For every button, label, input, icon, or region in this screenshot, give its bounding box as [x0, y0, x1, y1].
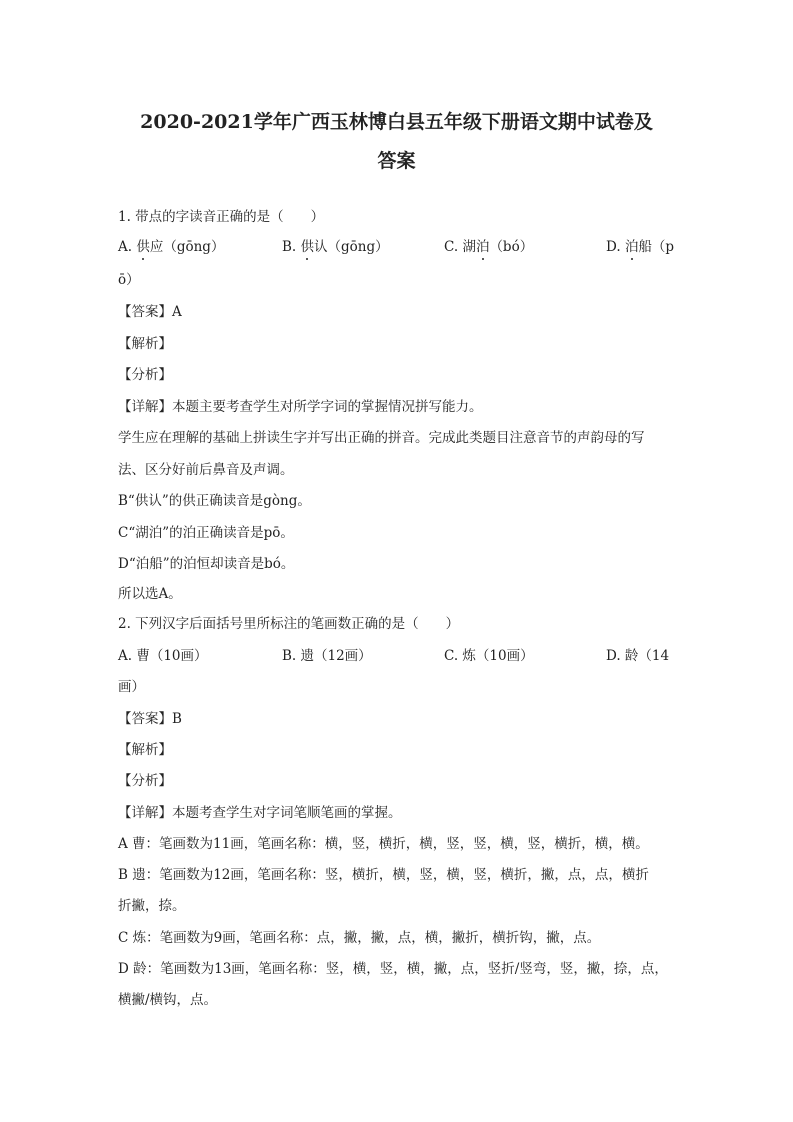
q2-detail-line: C 炼：笔画数为9画，笔画名称：点，撇，撇，点，横，撇折，横折钩，撇，点。 — [118, 930, 601, 946]
dotted-char: 泊 — [624, 239, 639, 255]
q2-fenxi: 【分析】 — [118, 773, 172, 789]
q2-detail-line: 横撇/横钩，点。 — [118, 992, 218, 1008]
document-title-continued: 答案 — [377, 150, 416, 172]
q1-option-b — [282, 235, 389, 255]
q1-detail-line: B“供认”的供正确读音是gòng。 — [118, 493, 311, 509]
option-text: 应（gōng） — [149, 239, 225, 255]
q1-jiexi: 【解析】 — [118, 336, 172, 352]
q1-option-d — [606, 235, 674, 255]
q1-detail-line: C“湖泊”的泊正确读音是pō。 — [118, 525, 294, 541]
option-prefix: D. — [606, 239, 625, 255]
q2-detail-line: B 遗：笔画数为12画，笔画名称：竖，横折，横，竖，横，竖，横折，撇，点，点，横折 — [118, 867, 649, 883]
q2-detail-line: A 曹：笔画数为11画，笔画名称：横，竖，横折，横，竖，竖，横，竖，横折，横，横。 — [118, 836, 649, 852]
option-text: 认（gōng） — [314, 239, 389, 255]
option-prefix: B. — [282, 239, 301, 255]
q2-detail-line: 折撇，捺。 — [118, 898, 186, 914]
option-text: 船（p — [638, 239, 675, 255]
q2-answer: 【答案】B — [118, 711, 182, 727]
q1-detail-line: 法、区分好前后鼻音及声调。 — [118, 462, 294, 478]
document-title: 2020-2021学年广西玉林博白县五年级下册语文期中试卷及 — [140, 111, 653, 133]
q2-option-wrap: 画） — [118, 679, 145, 695]
dotted-char: 供 — [300, 239, 315, 255]
q2-option-b: B. 遗（12画） — [282, 648, 372, 664]
dotted-char: 泊 — [475, 239, 490, 255]
option-text: 湖 — [462, 239, 476, 255]
option-text: （bó） — [489, 239, 534, 255]
option-prefix: C. — [444, 239, 463, 255]
q1-option-wrap: ō） — [118, 272, 140, 288]
q2-option-c: C. 炼（10画） — [444, 648, 534, 664]
q1-option-c — [444, 235, 533, 255]
option-prefix: A. — [118, 239, 137, 255]
question-1-stem: 1. 带点的字读音正确的是（ ） — [118, 209, 325, 225]
q1-option-a — [118, 235, 224, 255]
q2-jiexi: 【解析】 — [118, 742, 172, 758]
question-2-stem: 2. 下列汉字后面括号里所标注的笔画数正确的是（ ） — [118, 616, 460, 632]
q1-detail-line: 学生应在理解的基础上拼读生字并写出正确的拼音。完成此类题目注意音节的声韵母的写 — [118, 430, 645, 446]
q1-answer: 【答案】A — [118, 304, 182, 320]
q2-option-a: A. 曹（10画） — [118, 648, 208, 664]
q1-fenxi: 【分析】 — [118, 367, 172, 383]
q1-detail-line: 【详解】本题主要考查学生对所学字词的掌握情况拼写能力。 — [118, 399, 483, 415]
dotted-char: 供 — [136, 239, 150, 255]
q1-detail-line: D“泊船”的泊恒却读音是bó。 — [118, 556, 295, 572]
q1-detail-line: 所以选A。 — [118, 586, 182, 602]
q2-detail-line: D 龄：笔画数为13画，笔画名称：竖，横，竖，横，撇，点，竖折/竖弯，竖，撇，捺，点， — [118, 961, 668, 977]
q2-detail-line: 【详解】本题考查学生对字词笔顺笔画的掌握。 — [118, 805, 402, 821]
q2-option-d: D. 龄（14 — [606, 648, 670, 664]
